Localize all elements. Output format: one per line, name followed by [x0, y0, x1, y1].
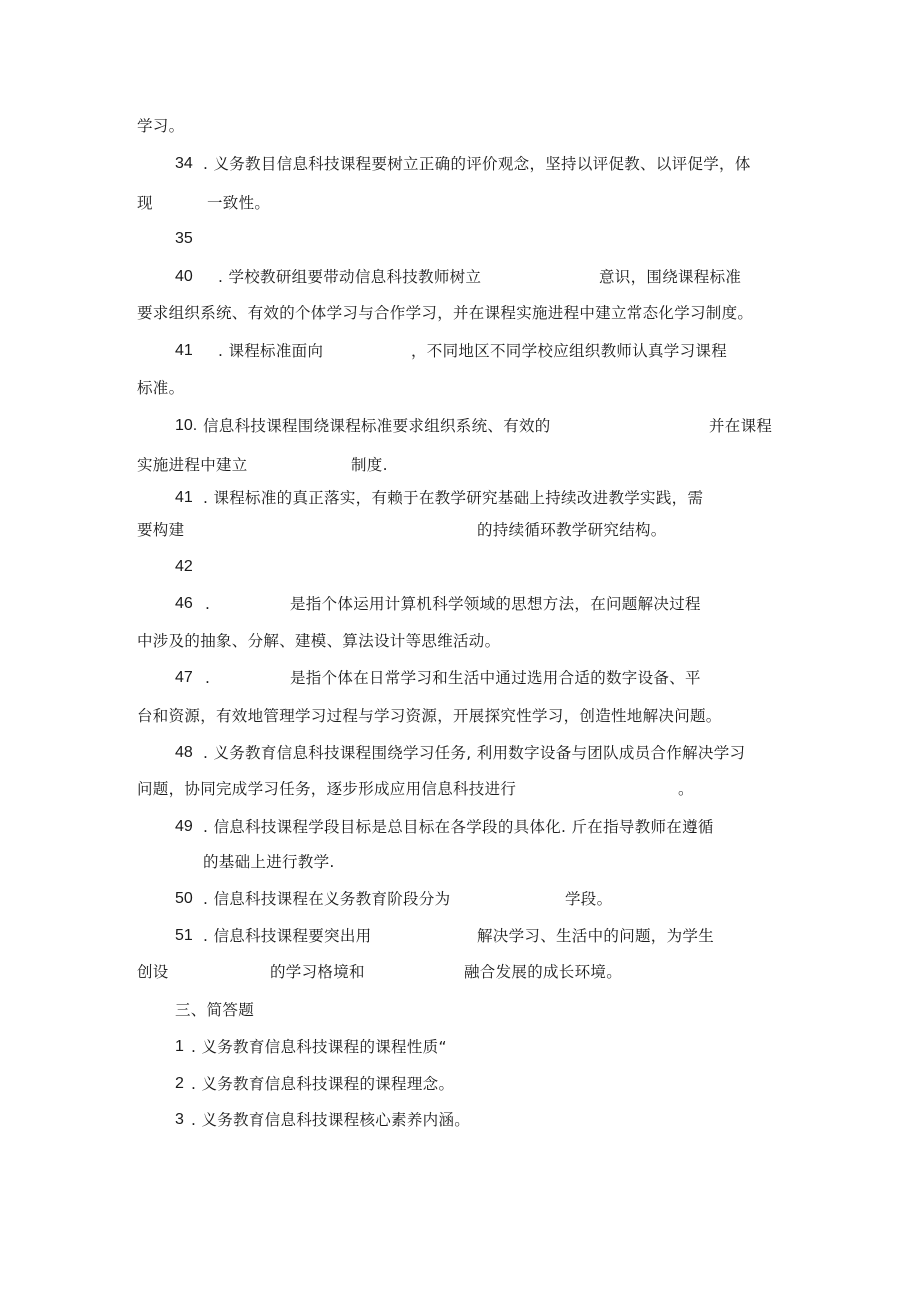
text-line: 创设: [137, 963, 169, 981]
text-line: 制度.: [351, 456, 388, 474]
text-line: 标准。: [137, 379, 185, 397]
text-line: 。: [678, 780, 694, 798]
item-number: 41: [175, 342, 193, 359]
text-line: .: [205, 595, 211, 613]
item-number: 50: [175, 890, 193, 907]
text-line: 学段。: [565, 890, 613, 908]
text-line: 一致性。: [207, 194, 271, 212]
text-line: 是指个体运用计算机科学领域的思想方法，在问题解决过程: [290, 595, 701, 613]
text-line: . 信息科技课程学段目标是总目标在各学段的具体化. 斤在指导教师在遵循: [203, 818, 714, 836]
text-line: . 信息科技课程要突出用: [203, 927, 372, 945]
text-line: 的学习格境和: [270, 963, 365, 981]
text-line: 问题，协同完成学习任务，逐步形成应用信息科技进行: [137, 780, 517, 798]
text-line: . 义务教育信息科技课程的课程理念。: [191, 1075, 455, 1093]
text-line: . 义务教育信息科技课程的课程性质“: [191, 1038, 447, 1056]
text-line: 解决学习、生活中的问题，为学生: [477, 927, 715, 945]
text-line: 要构建: [137, 521, 185, 539]
text-line: . 义务教育信息科技课程核心素养内涵。: [191, 1111, 471, 1129]
text-line: . 学校教研组要带动信息科技教师树立: [218, 268, 482, 286]
section-heading: 三、简答题: [175, 1001, 255, 1019]
text-line: ，不同地区不同学校应组织教师认真学习课程: [411, 342, 728, 360]
item-number: 2: [175, 1075, 184, 1092]
text-line: 是指个体在日常学习和生活中通过选用合适的数字设备、平: [290, 669, 701, 687]
text-line: 台和资源，有效地管理学习过程与学习资源，开展探究性学习，创造性地解决问题。: [137, 707, 722, 725]
item-number: 1: [175, 1038, 184, 1055]
item-number: 48: [175, 744, 193, 761]
text-line: .: [205, 669, 211, 687]
text-line: . 课程标准的真正落实，有赖于在教学研究基础上持续改进教学实践，需: [203, 489, 704, 507]
text-line: 信息科技课程围绕课程标准要求组织系统、有效的: [203, 417, 551, 435]
text-line: . 信息科技课程在义务教育阶段分为: [203, 890, 451, 908]
text-line: . 课程标准面向: [218, 342, 324, 360]
text-line: 的基础上进行教学.: [203, 853, 335, 871]
text-line: 中涉及的抽象、分解、建模、算法设计等思维活动。: [137, 632, 501, 650]
item-number: 51: [175, 927, 193, 944]
text-line: 的持续循环教学研究结构。: [477, 521, 667, 539]
text-line: 融合发展的成长环境。: [464, 963, 623, 981]
item-number: 42: [175, 558, 193, 575]
text-line: 要求组织系统、有效的个体学习与合作学习，并在课程实施进程中建立常态化学习制度。: [137, 304, 754, 322]
text-line: 实施进程中建立: [137, 456, 248, 474]
text-line: 意识，围绕课程标准: [599, 268, 742, 286]
text-line: . 义务教目信息科技课程要树立正确的评价观念，坚持以评促教、以评促学，体: [203, 155, 751, 173]
item-number: 3: [175, 1111, 184, 1128]
item-number: 46: [175, 595, 193, 612]
item-number: 34: [175, 155, 193, 172]
item-number: 35: [175, 230, 193, 247]
item-number: 40: [175, 268, 193, 285]
text-line: 现: [137, 194, 153, 212]
item-number: 49: [175, 818, 193, 835]
item-number: 41: [175, 489, 193, 506]
text-line: . 义务教育信息科技课程围绕学习任务, 利用数字设备与团队成员合作解决学习: [203, 744, 746, 762]
text-line: 并在课程: [709, 417, 773, 435]
item-number: 10.: [175, 417, 198, 434]
text-line: 学习。: [137, 117, 185, 135]
item-number: 47: [175, 669, 193, 686]
